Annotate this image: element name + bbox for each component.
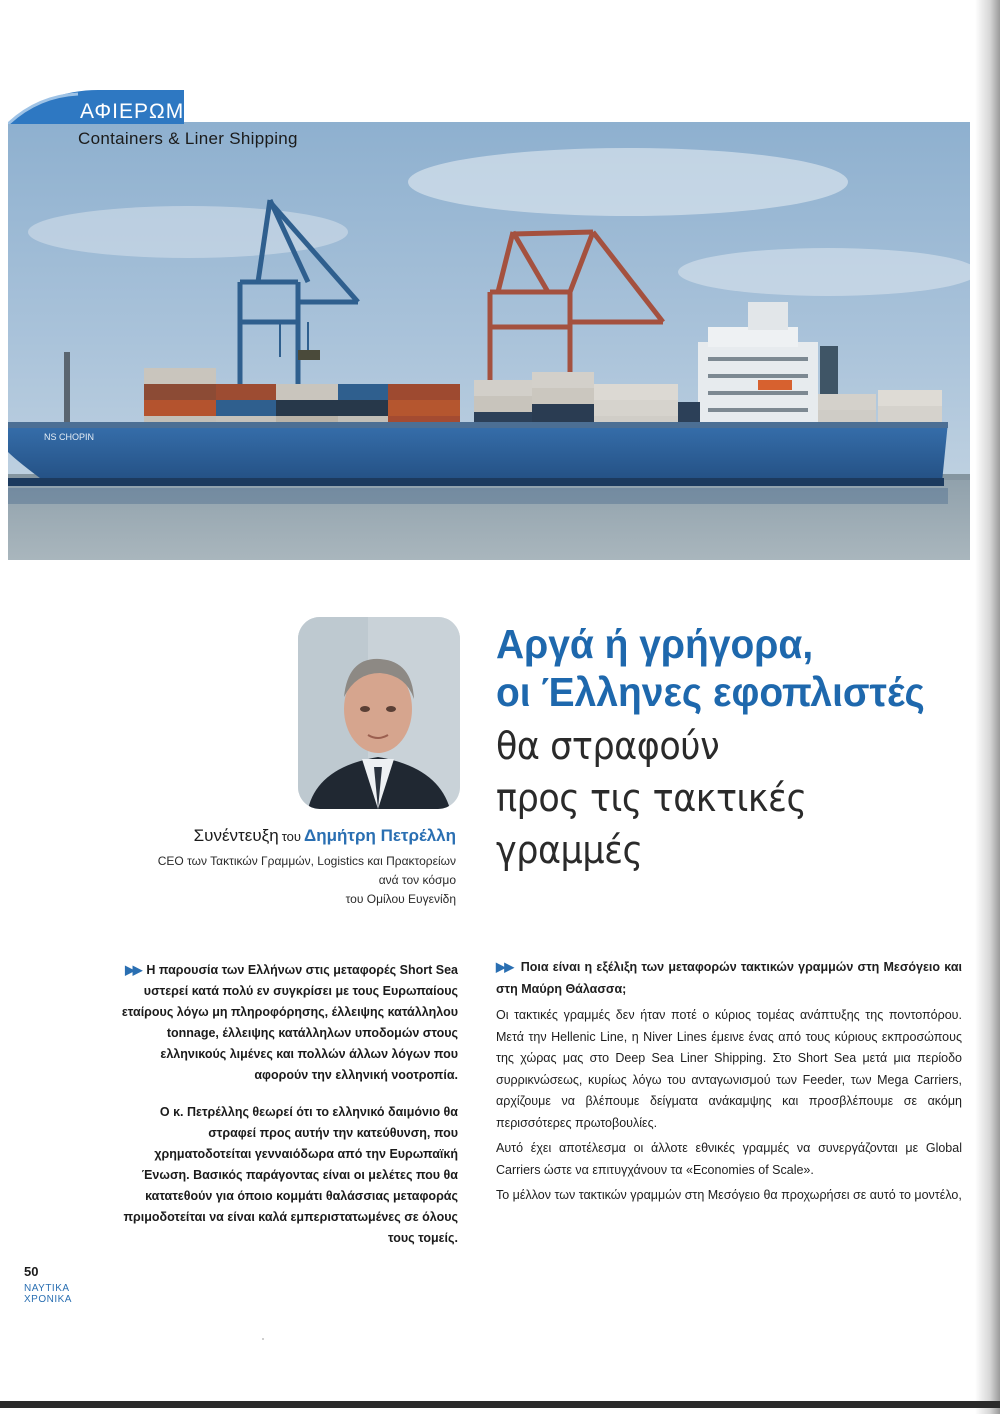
page-folio bbox=[24, 1264, 72, 1305]
body-paragraph-3: Το μέλλον των τακτικών γραμμών στη Μεσόγειο θα προχωρήσει σε αυτό το μοντέλο, bbox=[496, 1188, 962, 1202]
bottom-rule bbox=[0, 1401, 1000, 1408]
headline-light-line-3: γραμμές bbox=[496, 828, 643, 872]
magazine-name-line1: ΝΑΥΤΙΚΑ bbox=[24, 1283, 70, 1294]
hero-photo-container-ship bbox=[8, 122, 970, 560]
lead-paragraph-1: ▶▶ Η παρουσία των Ελλήνων στις μεταφορές Short Sea υστερεί κατά πολύ εν συγκρίσει με τους Ευρωπαίους εταίρους λόγω μη πληροφόρησης, έλλειψης κατάλληλου tonnage, έλλειψης κατάλληλων υποδομών στους ελληνικούς λιμένες και πολλών άλλων λόγων που αφορούν την ελληνική νοοτροπία. bbox=[121, 963, 458, 1082]
double-arrow-icon: ▶▶ bbox=[125, 963, 141, 977]
interviewee-portrait bbox=[298, 617, 460, 809]
body-column bbox=[496, 957, 962, 1211]
byline-name: Δημήτρη Πετρέλλη bbox=[303, 826, 456, 845]
headline-bold-line-1: Αργά ή γρήγορα, bbox=[496, 621, 814, 667]
scan-speck bbox=[262, 1338, 264, 1340]
ship-hull bbox=[8, 422, 948, 484]
lead-column bbox=[118, 960, 458, 1265]
double-arrow-icon: ▶▶ bbox=[496, 960, 513, 974]
byline-connector: του bbox=[281, 829, 301, 844]
interview-question: ▶▶ Ποια είναι η εξέλιξη των μεταφορών τακτικών γραμμών στη Μεσόγειο και στη Μαύρη Θάλασσα; bbox=[496, 960, 962, 996]
body-paragraph-2: Αυτό έχει αποτέλεσμα οι άλλοτε εθνικές γραμμές να συνεργάζονται με Global Carriers ώστε να επιτυγχάνουν τα «Economies of Scale». bbox=[496, 1141, 962, 1177]
page-edge-shadow bbox=[975, 0, 1000, 1414]
hull-name-label: NS CHOPIN bbox=[44, 432, 95, 442]
section-subtitle: Containers & Liner Shipping bbox=[78, 129, 298, 148]
section-title: ΑΦΙΕΡΩΜΑ bbox=[80, 100, 200, 123]
byline bbox=[150, 826, 456, 909]
article-headline bbox=[496, 620, 956, 876]
headline-light-line-2: προς τις τακτικές bbox=[496, 776, 807, 820]
lead-paragraph-2: Ο κ. Πετρέλλης θεωρεί ότι το ελληνικό δαιμόνιο θα στραφεί προς αυτήν την κατεύθυνση, που χρηματοδοτείται γενναιόδωρα από την Ευρωπαϊκή Ένωση. Βασικός παράγοντας είναι οι μελέτες που θα κατατεθούν για όποιο κομμάτι θαλάσσιας μεταφοράς πριμοδοτείται να είναι καλά εμπεριστατωμένες σε όλους τους τομείς. bbox=[123, 1105, 458, 1245]
byline-role-line2: του Ομίλου Ευγενίδη bbox=[345, 892, 456, 906]
body-paragraph-1: Οι τακτικές γραμμές δεν ήταν ποτέ ο κύριος τομέας ανάπτυξης της ποντοπόρου. Μετά την Hellenic Line, η Niver Lines έμεινε ένας από τους κύριους εκπροσώπους της χώρας μας στο Deep Sea Liner Shipping. Στο Short Sea μετά μια περίοδο συρρικνώσεως, κυρίως λόγω του ανταγωνισμού των Feeder, των Mega Carriers, αρχίζουμε να βλέπουμε δείγματα ανάκαμψης και προσβλέπουμε σε ακόμη περισσότερες πρωτοβουλίες. bbox=[496, 1008, 962, 1130]
magazine-name-line2: ΧΡΟΝΙΚΑ bbox=[24, 1294, 72, 1305]
byline-prefix: Συνέντευξη bbox=[193, 826, 279, 845]
byline-role-line1: CEO των Τακτικών Γραμμών, Logistics και Πρακτορείων ανά τον κόσμο bbox=[157, 854, 456, 887]
headline-light-line-1: θα στραφούν bbox=[496, 724, 720, 768]
headline-bold-line-2: οι Έλληνες εφοπλιστές bbox=[496, 669, 925, 715]
page-number: 50 bbox=[24, 1264, 39, 1279]
